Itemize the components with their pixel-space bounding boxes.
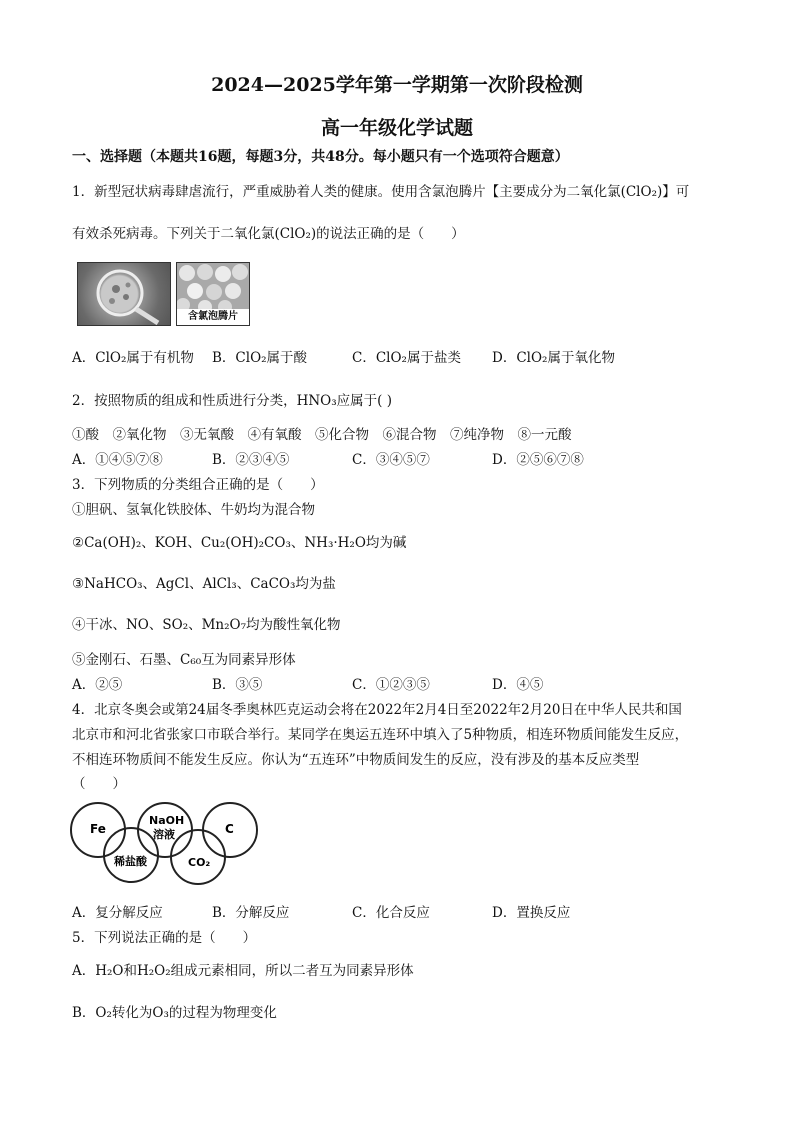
q5-option-a: A．H₂O和H₂O₂组成元素相同，所以二者互为同素异形体 [72,963,414,979]
label-fe: Fe [90,822,106,836]
olympic-rings-diagram [68,800,268,892]
q2-option-b: B．②③④⑤ [212,452,290,468]
q4-option-c: C．化合反应 [352,905,430,921]
q3-item-5: ⑤金刚石、石墨、C₆₀互为同素异形体 [72,652,296,668]
q5-stem: 5．下列说法正确的是（ ） [72,930,257,946]
q3-stem: 3．下列物质的分类组合正确的是（ ） [72,477,324,493]
effervescent-tablet-image [176,262,250,326]
q2-option-c: C．③④⑤⑦ [352,452,430,468]
q4-stem-line1: 4．北京冬奥会或第24届冬季奥林匹克运动会将在2022年2月4日至2022年2月20日在中华人民共和国 [72,702,682,718]
tablet-caption: 含氯泡腾片 [177,309,249,325]
q4-stem-line2: 北京市和河北省张家口市联合举行。某同学在奥运五连环中填入了5种物质，相连环物质间能发生反应， [72,727,689,743]
q2-choices: ①酸 ②氧化物 ③无氧酸 ④有氧酸 ⑤化合物 ⑥混合物 ⑦纯净物 ⑧一元酸 [72,427,572,443]
q3-option-a: A．②⑤ [72,677,123,693]
q4-stem-line3: 不相连环物质间不能发生反应。你认为“五连环”中物质间发生的反应，没有涉及的基本反应类型 [72,752,640,768]
q2-stem: 2．按照物质的组成和性质进行分类，HNO₃应属于( ) [72,393,392,409]
q2-option-a: A．①④⑤⑦⑧ [72,452,163,468]
q5-option-b: B．O₂转化为O₃的过程为物理变化 [72,1005,277,1021]
q4-option-a: A．复分解反应 [72,905,163,921]
label-naoh-bottom: 溶液 [153,828,175,841]
virus-magnifier-image [77,262,171,326]
q3-option-d: D．④⑤ [492,677,544,693]
q4-option-b: B．分解反应 [212,905,290,921]
q1-stem-line2: 有效杀死病毒。下列关于二氧化氯(ClO₂)的说法正确的是（ ） [72,226,465,242]
section-heading: 一、选择题（本题共16题，每题3分，共48分。每小题只有一个选项符合题意） [72,149,569,165]
q3-item-4: ④干冰、NO、SO₂、Mn₂O₇均为酸性氧化物 [72,617,341,633]
q1-option-d: D．ClO₂属于氧化物 [492,350,615,366]
label-naoh-top: NaOH [149,814,185,827]
label-c: C [225,822,234,836]
q4-option-d: D．置换反应 [492,905,571,921]
label-co2: CO₂ [188,856,211,869]
q1-option-a: A．ClO₂属于有机物 [72,350,194,366]
q3-item-3: ③NaHCO₃、AgCl、AlCl₃、CaCO₃均为盐 [72,576,336,592]
exam-title: 2024—2025学年第一学期第一次阶段检测 [211,74,583,96]
label-hcl: 稀盐酸 [114,855,147,868]
q3-item-2: ②Ca(OH)₂、KOH、Cu₂(OH)₂CO₃、NH₃·H₂O均为碱 [72,535,407,551]
exam-subtitle: 高一年级化学试题 [320,117,473,139]
q1-stem-line1: 1．新型冠状病毒肆虐流行，严重威胁着人类的健康。使用含氯泡腾片【主要成分为二氧化氯(ClO₂)】可 [72,184,690,200]
q4-stem-line4: （ ） [72,776,126,792]
q3-option-b: B．③⑤ [212,677,263,693]
q3-option-c: C．①②③⑤ [352,677,430,693]
q1-option-c: C．ClO₂属于盐类 [352,350,461,366]
q3-item-1: ①胆矾、氢氧化铁胶体、牛奶均为混合物 [72,502,315,518]
q2-option-d: D．②⑤⑥⑦⑧ [492,452,584,468]
q1-option-b: B．ClO₂属于酸 [212,350,308,366]
